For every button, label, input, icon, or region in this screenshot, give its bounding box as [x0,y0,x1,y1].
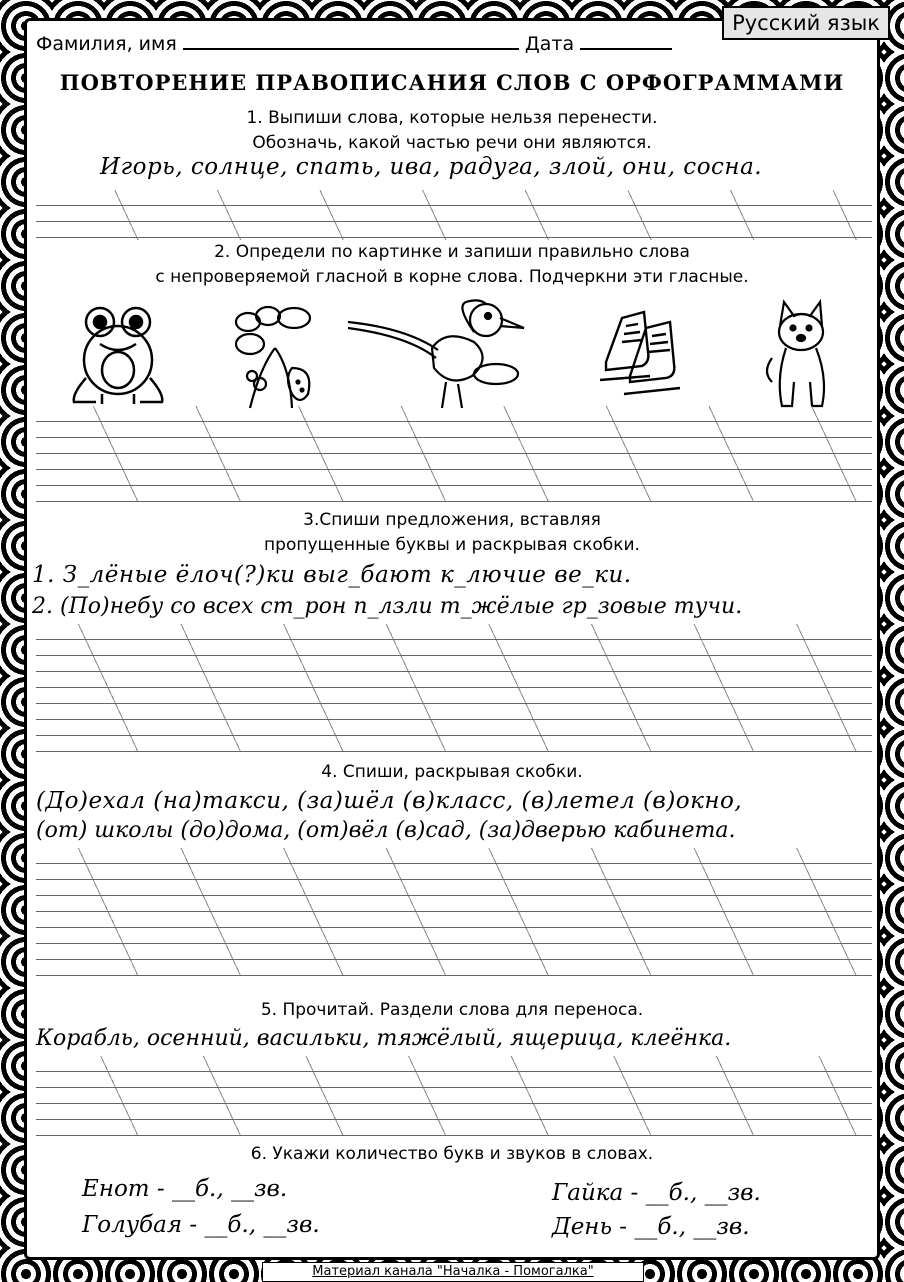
task3-line1: 3.Спиши предложения, вставляя [303,510,601,530]
date-field[interactable] [580,30,672,50]
task4-text2: (от) школы (до)дома, (от)вёл (в)сад, (за)дверью кабинета. [36,818,736,843]
date-label: Дата [524,33,575,55]
task3-sentence2: 2. (По)небу со всех ст_рон п_лзли т_жёлые гр_зовые тучи. [32,594,743,619]
task5-words: Корабль, осенний, васильки, тяжёлый, ящерица, клеёнка. [36,1026,732,1051]
name-field[interactable] [183,30,519,50]
task4-instruction: 4. Спиши, раскрывая скобки. [321,762,583,782]
task5-writing-lines[interactable] [36,1056,872,1136]
strawberry-icon [230,298,320,410]
task3-instruction [24,508,880,558]
name-label: Фамилия, имя [36,33,177,55]
task3-writing-lines[interactable] [36,624,872,752]
task1-words: Игорь, солнце, спать, ива, радуга, злой, они, сосна. [100,154,763,180]
task3-sentence1: 1. З_лёные ёлоч(?)ки выг_бают к_лючие ве_ки. [32,562,632,588]
task1-line1: 1. Выпиши слова, которые нельзя перенести. [246,108,658,128]
task6-instruction: 6. Укажи количество букв и звуков в словах. [250,1144,654,1164]
task5-instruction: 5. Прочитай. Раздели слова для переноса. [260,1000,644,1020]
task2-writing-lines[interactable] [36,406,872,502]
task1-line2: Обозначь, какой частью речи они являются. [252,133,652,153]
task6-word-den[interactable]: День - __б., __зв. [552,1214,750,1240]
footer-credit: Материал канала "Началка - Помогалка" [262,1262,644,1282]
task2-instruction [24,240,880,290]
skates-icon [596,298,696,402]
task6-word-gaika[interactable]: Гайка - __б., __зв. [552,1180,761,1206]
dog-icon [762,298,838,412]
task3-line2: пропущенные буквы и раскрывая скобки. [264,535,640,555]
frog-icon [66,298,170,410]
task6-word-enot[interactable]: Енот - __б., __зв. [82,1176,288,1202]
magpie-icon [346,298,526,412]
subject-tag: Русский язык [722,6,890,40]
task2-line2: с непроверяемой гласной в корне слова. Подчеркни эти гласные. [155,267,749,287]
task4-writing-lines[interactable] [36,848,872,976]
task1-instruction [24,106,880,156]
name-date-line [36,30,672,55]
task6-word-golubaya[interactable]: Голубая - __б., __зв. [82,1212,320,1238]
task2-line1: 2. Определи по картинке и запиши правильно слова [214,242,690,262]
page-title: ПОВТОРЕНИЕ ПРАВОПИСАНИЯ СЛОВ С ОРФОГРАММАМИ [59,70,845,95]
task1-writing-lines[interactable] [36,190,872,240]
task4-text1: (До)ехал (на)такси, (за)шёл (в)класс, (в)летел (в)окно, [36,788,743,814]
